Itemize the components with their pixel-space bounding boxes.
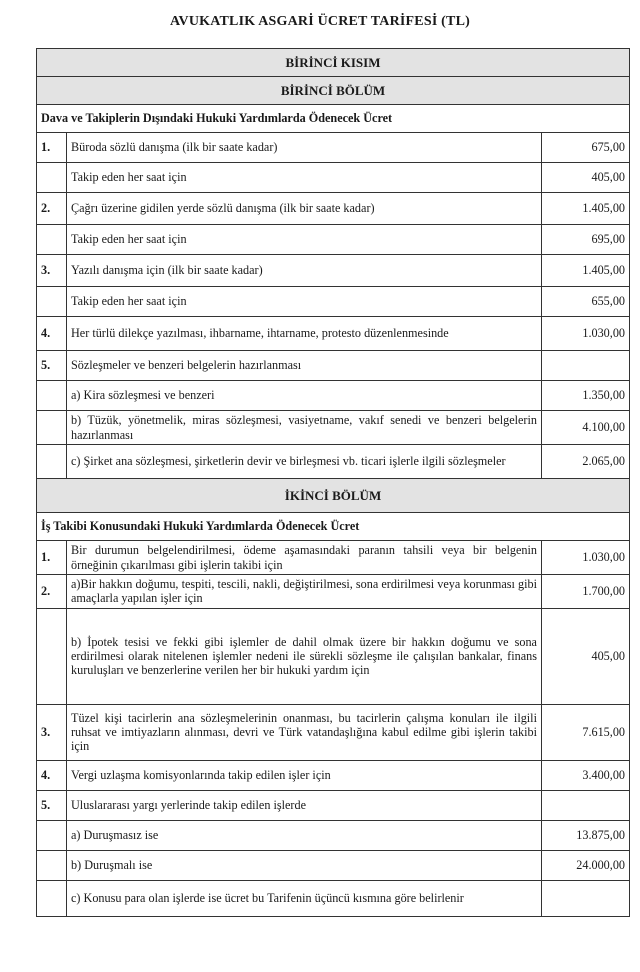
item-description: Tüzel kişi tacirlerin ana sözleşmelerinin onanması, bu tacirlerin çalışma konuları ile ilgili ruhsat ve imtiyazların alınması, devri ve Türk vatandaşlığına kabul edilme gibi işlerin takibi için	[67, 704, 542, 760]
part-title-row	[37, 49, 630, 77]
table-row	[37, 760, 630, 790]
item-amount: 2.065,00	[541, 445, 629, 479]
table-row	[37, 820, 630, 850]
item-amount: 405,00	[541, 163, 629, 193]
table-row	[37, 790, 630, 820]
item-amount: 13.875,00	[541, 820, 629, 850]
item-amount: 1.030,00	[541, 541, 629, 575]
tariff-table	[36, 48, 630, 917]
item-amount: 7.615,00	[541, 704, 629, 760]
item-number	[37, 163, 67, 193]
item-amount: 1.030,00	[541, 317, 629, 351]
item-amount: 675,00	[541, 133, 629, 163]
section1-subtitle-row	[37, 105, 630, 133]
item-number	[37, 225, 67, 255]
item-number: 5.	[37, 351, 67, 381]
section1-title: BİRİNCİ BÖLÜM	[37, 77, 630, 105]
item-number: 2.	[37, 193, 67, 225]
section1-subtitle: Dava ve Takiplerin Dışındaki Hukuki Yardımlarda Ödenecek Ücret	[37, 105, 630, 133]
table-row	[37, 575, 630, 609]
item-number: 4.	[37, 760, 67, 790]
table-row	[37, 287, 630, 317]
item-amount: 1.350,00	[541, 381, 629, 411]
item-description: c) Şirket ana sözleşmesi, şirketlerin devir ve birleşmesi vb. ticari işlerle ilgili sözleşmeler	[67, 445, 542, 479]
item-amount: 1.700,00	[541, 575, 629, 609]
item-number: 2.	[37, 575, 67, 609]
item-description: a) Duruşmasız ise	[67, 820, 542, 850]
item-description: Takip eden her saat için	[67, 287, 542, 317]
item-number: 3.	[37, 255, 67, 287]
item-number	[37, 608, 67, 704]
item-number	[37, 880, 67, 916]
item-description: Vergi uzlaşma komisyonlarında takip edilen işler için	[67, 760, 542, 790]
table-row	[37, 704, 630, 760]
item-number	[37, 411, 67, 445]
section1-title-row	[37, 77, 630, 105]
table-row	[37, 163, 630, 193]
item-amount: 4.100,00	[541, 411, 629, 445]
item-number	[37, 820, 67, 850]
item-number: 1.	[37, 541, 67, 575]
table-row	[37, 541, 630, 575]
item-number	[37, 445, 67, 479]
part-title: BİRİNCİ KISIM	[37, 49, 630, 77]
item-description: c) Konusu para olan işlerde ise ücret bu Tarifenin üçüncü kısmına göre belirlenir	[67, 880, 542, 916]
section2-subtitle: İş Takibi Konusundaki Hukuki Yardımlarda Ödenecek Ücret	[37, 513, 630, 541]
item-description: b) İpotek tesisi ve fekki gibi işlemler de dahil olmak üzere bir hakkın doğumu ve sona erdirilmesi olarak nitelenen işlemler nedeni ile sürekli sözleşme ile çalışılan bankalar, finans kuruluşları ve benzerlerine verilen her bir hukuki yardım için	[67, 608, 542, 704]
section2-title-row	[37, 479, 630, 513]
item-amount: 3.400,00	[541, 760, 629, 790]
item-amount: 655,00	[541, 287, 629, 317]
item-description: a)Bir hakkın doğumu, tespiti, tescili, nakli, değiştirilmesi, sona erdirilmesi veya korunması gibi amaçlarla yapılan işler için	[67, 575, 542, 609]
item-amount	[541, 880, 629, 916]
item-amount: 695,00	[541, 225, 629, 255]
table-row	[37, 225, 630, 255]
item-number: 4.	[37, 317, 67, 351]
item-description: a) Kira sözleşmesi ve benzeri	[67, 381, 542, 411]
item-amount: 24.000,00	[541, 850, 629, 880]
item-description: Takip eden her saat için	[67, 163, 542, 193]
item-description: Sözleşmeler ve benzeri belgelerin hazırlanması	[67, 351, 542, 381]
item-description: Büroda sözlü danışma (ilk bir saate kadar)	[67, 133, 542, 163]
table-row	[37, 317, 630, 351]
item-amount: 1.405,00	[541, 255, 629, 287]
table-row	[37, 411, 630, 445]
item-amount: 405,00	[541, 608, 629, 704]
table-row	[37, 608, 630, 704]
item-number: 1.	[37, 133, 67, 163]
table-row	[37, 880, 630, 916]
table-row	[37, 381, 630, 411]
item-amount	[541, 790, 629, 820]
table-row	[37, 255, 630, 287]
item-description: b) Tüzük, yönetmelik, miras sözleşmesi, vasiyetname, vakıf senedi ve benzeri belgelerin hazırlanması	[67, 411, 542, 445]
item-description: Yazılı danışma için (ilk bir saate kadar)	[67, 255, 542, 287]
item-number	[37, 287, 67, 317]
item-number: 3.	[37, 704, 67, 760]
table-row	[37, 445, 630, 479]
item-description: Çağrı üzerine gidilen yerde sözlü danışma (ilk bir saate kadar)	[67, 193, 542, 225]
item-number	[37, 850, 67, 880]
item-number	[37, 381, 67, 411]
table-row	[37, 351, 630, 381]
item-amount	[541, 351, 629, 381]
item-description: b) Duruşmalı ise	[67, 850, 542, 880]
section2-title: İKİNCİ BÖLÜM	[37, 479, 630, 513]
page-title: AVUKATLIK ASGARİ ÜCRET TARİFESİ (TL)	[170, 14, 470, 29]
table-row	[37, 133, 630, 163]
item-amount: 1.405,00	[541, 193, 629, 225]
item-description: Takip eden her saat için	[67, 225, 542, 255]
item-description: Bir durumun belgelendirilmesi, ödeme aşamasındaki paranın tahsili veya bir belgenin örneğinin çıkarılması gibi işlerin takibi için	[67, 541, 542, 575]
section2-subtitle-row	[37, 513, 630, 541]
item-description: Her türlü dilekçe yazılması, ihbarname, ihtarname, protesto düzenlenmesinde	[67, 317, 542, 351]
table-row	[37, 850, 630, 880]
table-row	[37, 193, 630, 225]
item-number: 5.	[37, 790, 67, 820]
item-description: Uluslararası yargı yerlerinde takip edilen işlerde	[67, 790, 542, 820]
